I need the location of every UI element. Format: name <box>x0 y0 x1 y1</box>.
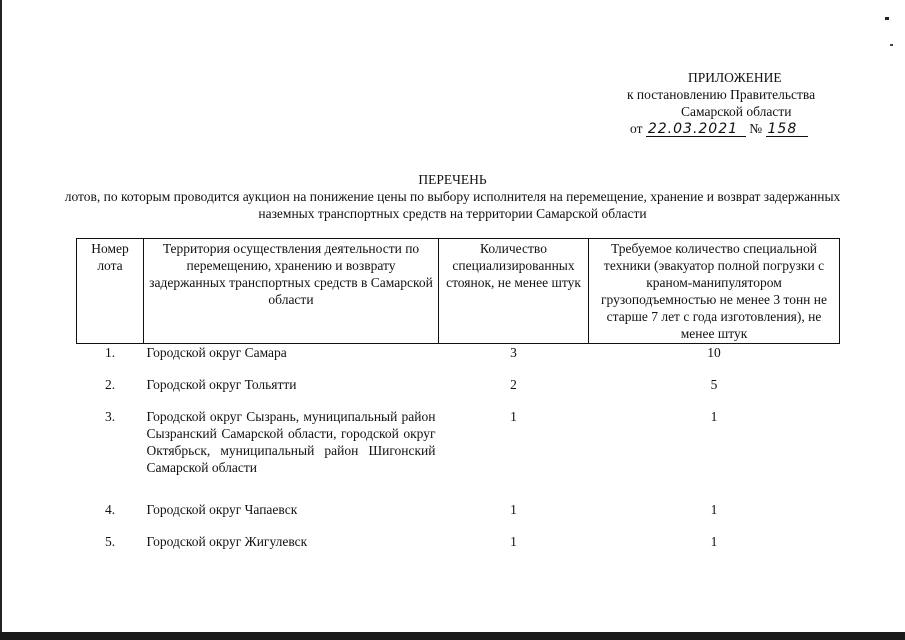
lot-parkings: 3 <box>510 345 517 360</box>
scan-speck <box>885 17 889 20</box>
table-row <box>77 376 840 393</box>
lot-parkings: 1 <box>510 409 517 424</box>
header-vehicles: Требуемое количество специальной техники (эвакуатор полной погрузки с краном-манипулятором грузоподъемностью не менее 3 тонн не старше 7 лет с года изготовления), не менее штук <box>589 239 840 344</box>
document-subtitle: лотов, по которым проводится аукцион на понижение цены по выбору исполнителя на перемещение, хранение и возврат задержанных наземных транспортных средств на территории Самарской области <box>64 189 841 221</box>
lot-parkings: 1 <box>510 534 517 549</box>
appendix-date-line <box>630 121 808 137</box>
table-row <box>77 408 840 476</box>
lot-number: 4. <box>104 502 116 517</box>
lot-territory: Городской округ Тольятти <box>146 377 297 392</box>
scan-speck <box>890 44 893 46</box>
lots-table <box>76 238 840 550</box>
row-spacer <box>77 393 840 408</box>
lot-territory: Городской округ Жигулевск <box>146 534 308 549</box>
table-row <box>77 533 840 550</box>
appendix-line: Самарской области <box>681 104 792 119</box>
row-spacer <box>77 476 840 501</box>
row-spacer <box>77 361 840 376</box>
lot-vehicles: 5 <box>710 377 718 392</box>
scan-edge-left <box>0 0 2 640</box>
lot-territory: Городской округ Самара <box>146 345 287 360</box>
header-territory: Территория осуществления деятельности по перемещению, хранению и возврату задержанных транспортных средств в Самарской области <box>144 239 439 344</box>
table-header-row <box>77 239 840 344</box>
document-title: ПЕРЕЧЕНЬ <box>418 172 487 187</box>
lot-number: 1. <box>104 345 116 360</box>
header-parkings: Количество специализированных стоянок, не менее штук <box>439 239 589 344</box>
header-lot-number: Номер лота <box>77 239 144 344</box>
lot-vehicles: 1 <box>710 409 718 424</box>
lot-territory: Городской округ Сызрань, муниципальный район Сызранский Самарской области, городской округ Октябрьск, муниципальный район Шигонский Самарской области <box>146 409 436 475</box>
lot-parkings: 2 <box>510 377 517 392</box>
lot-number: 2. <box>104 377 116 392</box>
date-prefix: от <box>630 121 643 136</box>
handwritten-number: 158 <box>766 122 808 137</box>
table-row <box>77 501 840 518</box>
table-row <box>77 344 840 362</box>
lot-parkings: 1 <box>510 502 517 517</box>
lot-vehicles: 1 <box>710 534 718 549</box>
lot-number: 3. <box>104 409 116 424</box>
lot-territory: Городской округ Чапаевск <box>146 502 298 517</box>
number-prefix: № <box>749 121 763 136</box>
scan-edge-bottom <box>0 632 905 640</box>
handwritten-date: 22.03.2021 <box>646 122 746 137</box>
appendix-line: к постановлению Правительства <box>627 87 816 102</box>
lot-vehicles: 10 <box>707 345 721 360</box>
row-spacer <box>77 518 840 533</box>
appendix-title: ПРИЛОЖЕНИЕ <box>688 70 782 85</box>
lot-number: 5. <box>104 534 116 549</box>
lot-vehicles: 1 <box>710 502 718 517</box>
